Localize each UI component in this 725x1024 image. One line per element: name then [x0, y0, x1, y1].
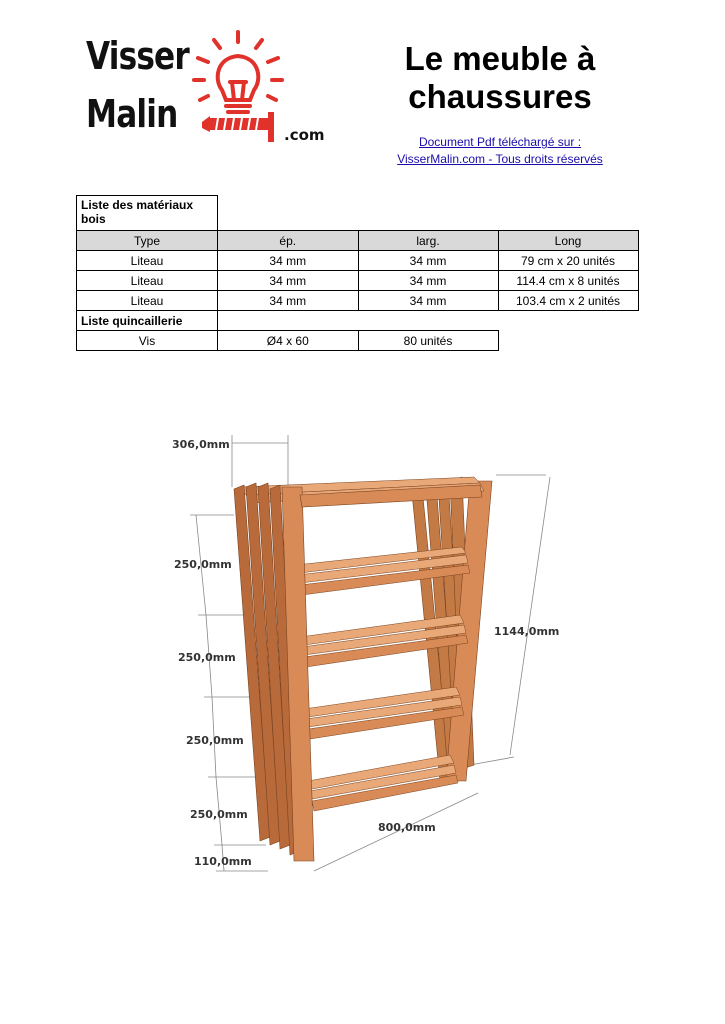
cell-thickness: 34 mm: [218, 271, 359, 291]
cell-width: 34 mm: [358, 251, 498, 271]
table-row-hardware: [77, 331, 639, 351]
page-title: [390, 40, 610, 116]
materials-table: [76, 195, 639, 351]
title-line-1: Le meuble à: [404, 40, 596, 77]
cell-quantity: 80 unités: [358, 331, 498, 351]
cell-type: Liteau: [77, 271, 218, 291]
dimension-bottom: 110,0mm: [194, 855, 252, 868]
cell-thickness: 34 mm: [218, 251, 359, 271]
dimension-shelf-spacing-1: 250,0mm: [174, 558, 232, 571]
source-note: [380, 134, 620, 168]
section-hardware-label: Liste quincaillerie: [77, 311, 218, 331]
title-line-2: chaussures: [408, 78, 592, 115]
cell-width: 34 mm: [358, 271, 498, 291]
source-link-line-2[interactable]: VisserMalin.com - Tous droits réservés: [397, 152, 603, 166]
dimension-shelf-spacing-4: 250,0mm: [190, 808, 248, 821]
header-thickness: ép.: [218, 231, 359, 251]
rack-model: [234, 477, 492, 861]
cell-size: Ø4 x 60: [218, 331, 359, 351]
header-width: larg.: [358, 231, 498, 251]
vissermalin-logo: [80, 28, 330, 158]
logo-word-malin: Malin: [86, 92, 178, 136]
dimension-shelf-spacing-3: 250,0mm: [186, 734, 244, 747]
logo-suffix: .com: [284, 126, 325, 144]
cell-type: Liteau: [77, 251, 218, 271]
header-type: Type: [77, 231, 218, 251]
cell-length: 114.4 cm x 8 unités: [498, 271, 638, 291]
source-link-line-1[interactable]: Document Pdf téléchargé sur :: [418, 135, 582, 149]
cell-thickness: 34 mm: [218, 291, 359, 311]
lightbulb-screw-icon: [180, 28, 300, 148]
cell-type: Liteau: [77, 291, 218, 311]
table-header-row: [77, 231, 639, 251]
section-wood-label: Liste des matériaux bois: [77, 196, 218, 231]
dimension-depth: 306,0mm: [172, 438, 230, 451]
cell-length: 103.4 cm x 2 unités: [498, 291, 638, 311]
dimension-shelf-spacing-2: 250,0mm: [178, 651, 236, 664]
dimension-width: 800,0mm: [378, 821, 436, 834]
cell-width: 34 mm: [358, 291, 498, 311]
shoe-rack-drawing: [150, 425, 570, 885]
cell-length: 79 cm x 20 unités: [498, 251, 638, 271]
dimension-height: 1144,0mm: [494, 625, 560, 638]
logo-word-visser: Visser: [86, 34, 189, 78]
header-length: Long: [498, 231, 638, 251]
table-row: [77, 251, 639, 271]
table-row: [77, 271, 639, 291]
table-row: [77, 291, 639, 311]
cell-type: Vis: [77, 331, 218, 351]
